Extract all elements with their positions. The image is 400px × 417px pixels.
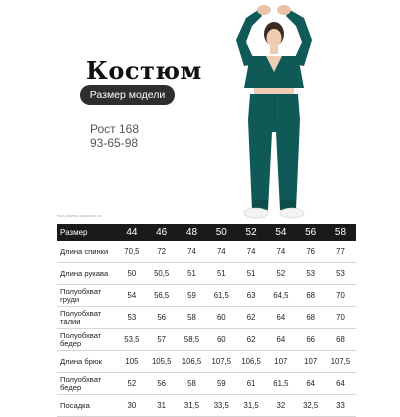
table-cell: 50,5: [154, 269, 170, 278]
table-cell: 59: [187, 291, 196, 300]
table-cell: 72: [157, 247, 167, 256]
table-cell: 70: [336, 291, 345, 300]
table-cell: 62: [246, 313, 256, 322]
row-label: Длина рукава: [60, 268, 109, 278]
size-header-cell: 48: [185, 227, 198, 238]
table-cell: 52: [127, 379, 137, 388]
table-cell: 74: [276, 247, 286, 256]
table-cell: 68: [306, 291, 316, 300]
size-header-cell: 54: [275, 227, 287, 238]
table-cell: 59: [216, 379, 226, 388]
size-header-cell: 52: [245, 227, 257, 238]
table-cell: 64: [336, 379, 345, 388]
row-label: Посадка: [60, 400, 90, 410]
model-size-badge: Размер модели: [80, 85, 175, 105]
model-measurements: 93-65-98: [90, 136, 139, 150]
table-cell: 31,5: [183, 401, 200, 410]
table-cell: 33,5: [213, 401, 229, 410]
table-row: [57, 263, 356, 285]
table-cell: 31: [157, 401, 167, 410]
table-cell: 74: [246, 247, 256, 256]
table-cell: 53,5: [124, 335, 140, 344]
table-cell: 31,5: [243, 401, 259, 410]
row-label: Длина брюк: [60, 356, 102, 366]
table-cell: 33: [336, 401, 345, 410]
product-title: Костюм: [86, 56, 202, 85]
table-cell: 105: [125, 357, 139, 366]
size-header-label: Размер: [60, 227, 88, 237]
table-cell: 57: [157, 335, 167, 344]
table-cell: 66: [306, 335, 316, 344]
table-cell: 56,5: [154, 291, 170, 300]
table-cell: 56: [157, 313, 167, 322]
table-cell: 62: [246, 335, 256, 344]
table-row: [57, 351, 356, 373]
row-label: Полуобхват талии: [60, 308, 102, 326]
table-cell: 60: [216, 335, 226, 344]
size-header-cell: 58: [334, 227, 347, 238]
table-cell: 53: [336, 269, 345, 278]
size-header-cell: 44: [126, 227, 138, 238]
table-cell: 64: [276, 313, 286, 322]
table-row: [57, 329, 356, 351]
table-row: [57, 285, 356, 307]
table-cell: 53: [306, 269, 316, 278]
table-cell: 53: [127, 313, 137, 322]
table-row: [57, 395, 356, 417]
table-cell: 107: [274, 357, 288, 366]
size-table-header: [57, 224, 356, 241]
table-cell: 32: [276, 401, 286, 410]
table-cell: 60: [216, 313, 226, 322]
table-cell: 70: [336, 313, 345, 322]
table-cell: 74: [216, 247, 226, 256]
table-cell: 56: [157, 379, 167, 388]
table-row: [57, 373, 356, 395]
table-cell: 58: [187, 379, 196, 388]
table-cell: 68: [336, 335, 345, 344]
table-cell: 64: [306, 379, 316, 388]
size-header-cell: 46: [156, 227, 168, 238]
table-cell: 106,5: [241, 357, 261, 366]
size-note: *все размеры указаны в см: [57, 214, 102, 218]
table-cell: 61,5: [213, 291, 229, 300]
table-cell: 30: [127, 401, 137, 410]
table-cell: 52: [276, 269, 286, 278]
table-cell: 58,5: [183, 335, 200, 344]
table-cell: 64,5: [273, 291, 289, 300]
table-cell: 107,5: [211, 357, 232, 366]
table-cell: 51: [187, 269, 196, 278]
size-table: [57, 224, 356, 417]
row-label: Длина спинки: [60, 246, 109, 256]
table-cell: 54: [127, 291, 137, 300]
table-cell: 77: [336, 247, 345, 256]
table-cell: 76: [306, 247, 316, 256]
table-cell: 51: [216, 269, 226, 278]
table-cell: 106,5: [181, 357, 202, 366]
table-cell: 107,5: [330, 357, 351, 366]
table-cell: 61: [246, 379, 256, 388]
table-cell: 74: [187, 247, 196, 256]
model-height: Рост 168: [90, 122, 140, 136]
table-row: [57, 307, 356, 329]
table-cell: 68: [306, 313, 316, 322]
row-label: Полуобхват бедер: [60, 374, 102, 392]
table-cell: 32,5: [303, 401, 319, 410]
table-cell: 50: [127, 269, 137, 278]
table-row: [57, 241, 356, 263]
table-cell: 70,5: [124, 247, 140, 256]
table-cell: 61,5: [273, 379, 289, 388]
table-cell: 105,5: [151, 357, 172, 366]
row-label: Полуобхват груди: [60, 286, 102, 304]
table-cell: 107: [304, 357, 318, 366]
model-photo: [206, 0, 338, 224]
table-cell: 63: [246, 291, 256, 300]
size-header-cell: 50: [215, 227, 227, 238]
size-header-cell: 56: [305, 227, 317, 238]
table-cell: 51: [246, 269, 256, 278]
table-cell: 58: [187, 313, 196, 322]
table-cell: 64: [276, 335, 286, 344]
row-label: Полуобхват бедер: [60, 330, 102, 348]
